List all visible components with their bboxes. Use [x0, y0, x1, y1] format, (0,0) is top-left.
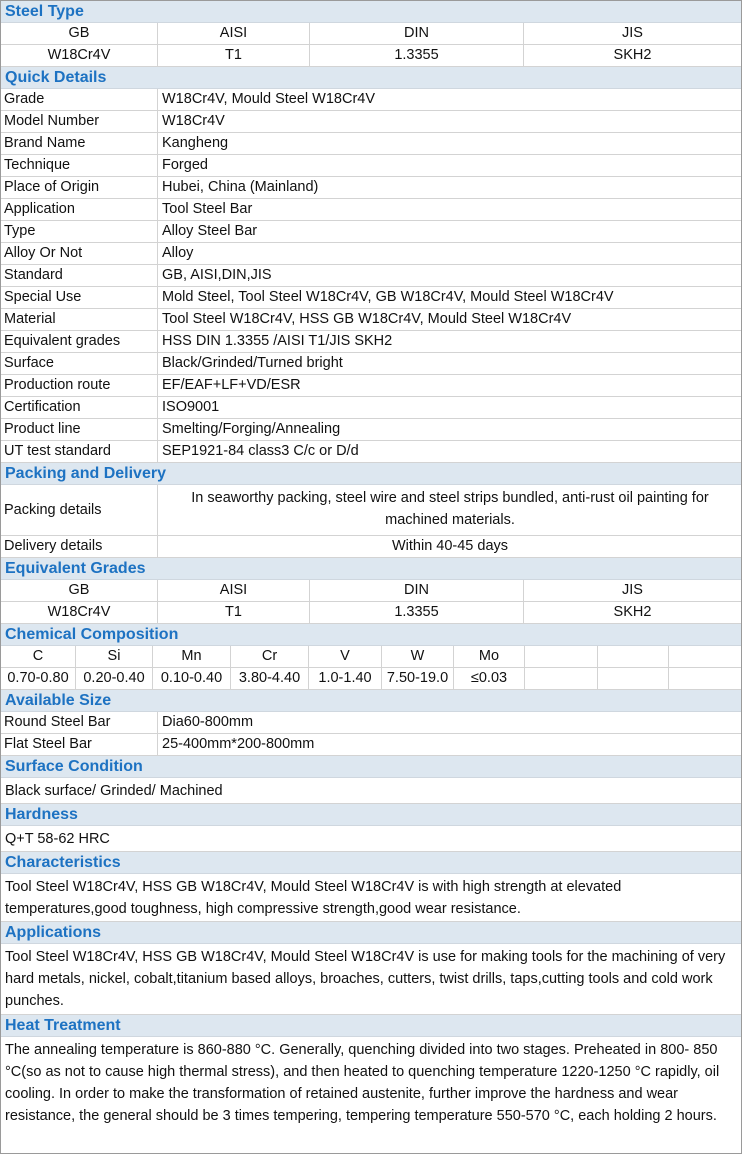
table-cell: 3.80-4.40 — [231, 668, 309, 689]
heat-treatment-row — [1, 1037, 741, 1127]
row-label: Product line — [1, 419, 158, 440]
characteristics-row — [1, 874, 741, 922]
surface-condition-text: Black surface/ Grinded/ Machined — [5, 783, 223, 799]
row-value: Within 40-45 days — [391, 538, 509, 554]
applications-row — [1, 944, 741, 1015]
table-cell: 1.0-1.40 — [309, 668, 382, 689]
table-cell: ≤0.03 — [454, 668, 525, 689]
row-value: Forged — [162, 157, 208, 173]
row-value: Mold Steel, Tool Steel W18Cr4V, GB W18Cr4V, Mould Steel W18Cr4V — [162, 289, 614, 305]
hardness-text: Q+T 58-62 HRC — [5, 831, 110, 847]
section-header-applications: Applications — [1, 922, 741, 944]
table-row — [1, 712, 741, 734]
table-row — [1, 221, 741, 243]
section-header-heat-treatment: Heat Treatment — [1, 1015, 741, 1037]
table-cell — [669, 646, 741, 667]
table-cell: GB — [1, 23, 158, 44]
table-cell: SKH2 — [613, 604, 652, 620]
row-value: Alloy Steel Bar — [162, 223, 258, 239]
delivery-details-row — [1, 536, 741, 558]
table-cell: SKH2 — [613, 47, 652, 63]
row-value: Alloy — [162, 245, 194, 261]
table-cell: DIN — [310, 23, 524, 44]
chemical-value-row — [1, 668, 741, 690]
row-label: Special Use — [1, 287, 158, 308]
row-label: Flat Steel Bar — [1, 734, 158, 755]
table-cell: AISI — [158, 23, 310, 44]
row-value: SEP1921-84 class3 C/c or D/d — [162, 443, 359, 459]
table-cell: 7.50-19.0 — [382, 668, 454, 689]
row-value: HSS DIN 1.3355 /AISI T1/JIS SKH2 — [162, 333, 393, 349]
row-value: Tool Steel Bar — [162, 201, 253, 217]
table-cell: JIS — [622, 25, 643, 41]
row-label: Technique — [1, 155, 158, 176]
row-value: Kangheng — [162, 135, 229, 151]
row-value: W18Cr4V — [162, 113, 225, 129]
section-header-packing: Packing and Delivery — [1, 463, 741, 485]
row-label: Surface — [1, 353, 158, 374]
table-cell: Cr — [231, 646, 309, 667]
row-label: Material — [1, 309, 158, 330]
row-value: In seaworthy packing, steel wire and steel strips bundled, anti-rust oil painting for machined materials. — [191, 490, 709, 528]
surface-condition-row — [1, 778, 741, 804]
table-cell: 0.10-0.40 — [153, 668, 231, 689]
table-cell: Mo — [454, 646, 525, 667]
row-value: 25-400mm*200-800mm — [162, 736, 315, 752]
section-header-quick-details: Quick Details — [1, 67, 741, 89]
row-value: Smelting/Forging/Annealing — [162, 421, 341, 437]
section-header-characteristics: Characteristics — [1, 852, 741, 874]
table-cell — [525, 646, 598, 667]
equivalent-value-row — [1, 602, 741, 624]
row-label: Application — [1, 199, 158, 220]
row-label: Round Steel Bar — [1, 712, 158, 733]
row-value: EF/EAF+LF+VD/ESR — [162, 377, 301, 393]
table-row — [1, 397, 741, 419]
table-cell: AISI — [158, 580, 310, 601]
section-header-steel-type: Steel Type — [1, 1, 741, 23]
row-label: Place of Origin — [1, 177, 158, 198]
table-cell: C — [1, 646, 76, 667]
steel-type-header-row — [1, 23, 741, 45]
row-label: Standard — [1, 265, 158, 286]
table-cell: W — [382, 646, 454, 667]
table-cell: Si — [76, 646, 153, 667]
row-label: Equivalent grades — [1, 331, 158, 352]
row-label: Grade — [1, 89, 158, 110]
section-header-chemical: Chemical Composition — [1, 624, 741, 646]
table-row — [1, 133, 741, 155]
table-row — [1, 177, 741, 199]
characteristics-text: Tool Steel W18Cr4V, HSS GB W18Cr4V, Mould Steel W18Cr4V is with high strength at elevated temperatures,good toughness, high compressive strength,good wear resistance. — [5, 879, 622, 917]
chemical-header-row — [1, 646, 741, 668]
table-row — [1, 199, 741, 221]
row-label: Type — [1, 221, 158, 242]
table-row — [1, 353, 741, 375]
table-cell: W18Cr4V — [1, 45, 158, 66]
steel-type-value-row — [1, 45, 741, 67]
table-cell: T1 — [158, 602, 310, 623]
table-cell: JIS — [622, 582, 643, 598]
row-label: Delivery details — [1, 536, 158, 557]
packing-details-row — [1, 485, 741, 536]
section-header-available-size: Available Size — [1, 690, 741, 712]
row-label: Alloy Or Not — [1, 243, 158, 264]
table-cell: 1.3355 — [310, 45, 524, 66]
row-value: GB, AISI,DIN,JIS — [162, 267, 272, 283]
section-header-hardness: Hardness — [1, 804, 741, 826]
table-row — [1, 309, 741, 331]
hardness-row — [1, 826, 741, 852]
row-label: Certification — [1, 397, 158, 418]
table-row — [1, 419, 741, 441]
table-row — [1, 155, 741, 177]
table-cell — [669, 668, 741, 689]
table-cell: V — [309, 646, 382, 667]
table-cell: DIN — [310, 580, 524, 601]
row-label: Brand Name — [1, 133, 158, 154]
table-row — [1, 89, 741, 111]
equivalent-header-row — [1, 580, 741, 602]
table-row — [1, 734, 741, 756]
row-value: Hubei, China (Mainland) — [162, 179, 319, 195]
row-value: ISO9001 — [162, 399, 220, 415]
row-label: Packing details — [1, 485, 158, 535]
heat-treatment-text: The annealing temperature is 860-880 °C. Generally, quenching divided into two stages. Preheated in 800- 850 °C(so as not to cause high thermal stress), and then heated to quenching temperature 1220-1250 °C rapidly, oil cooling. In order to make the transformation of retained austenite, further improve the hardness and wear resistance, the general should be 3 times tempering, tempering temperature 550-570 °C, each holding 2 hours. — [5, 1042, 720, 1124]
row-value: Black/Grinded/Turned bright — [162, 355, 343, 371]
table-cell: 0.70-0.80 — [1, 668, 76, 689]
row-value: Dia60-800mm — [162, 714, 254, 730]
row-value: Tool Steel W18Cr4V, HSS GB W18Cr4V, Mould Steel W18Cr4V — [162, 311, 572, 327]
row-label: Production route — [1, 375, 158, 396]
table-cell: T1 — [158, 45, 310, 66]
section-header-equivalent-grades: Equivalent Grades — [1, 558, 741, 580]
section-header-surface-condition: Surface Condition — [1, 756, 741, 778]
table-row — [1, 287, 741, 309]
table-row — [1, 441, 741, 463]
table-row — [1, 331, 741, 353]
table-cell: 1.3355 — [310, 602, 524, 623]
table-cell: Mn — [153, 646, 231, 667]
table-row — [1, 265, 741, 287]
table-cell — [598, 668, 669, 689]
table-cell — [525, 668, 598, 689]
applications-text: Tool Steel W18Cr4V, HSS GB W18Cr4V, Mould Steel W18Cr4V is use for making tools for the machining of very hard metals, nickel, cobalt,titanium based alloys, broaches, cutters, twist drills, taps,cutting tools and cold work punches. — [5, 949, 726, 1009]
table-cell: 0.20-0.40 — [76, 668, 153, 689]
table-row — [1, 375, 741, 397]
row-label: Model Number — [1, 111, 158, 132]
table-cell — [598, 646, 669, 667]
table-row — [1, 111, 741, 133]
table-cell: GB — [1, 580, 158, 601]
row-label: UT test standard — [1, 441, 158, 462]
row-value: W18Cr4V, Mould Steel W18Cr4V — [162, 91, 376, 107]
quick-details-table — [1, 89, 741, 463]
table-cell: W18Cr4V — [1, 602, 158, 623]
table-row — [1, 243, 741, 265]
